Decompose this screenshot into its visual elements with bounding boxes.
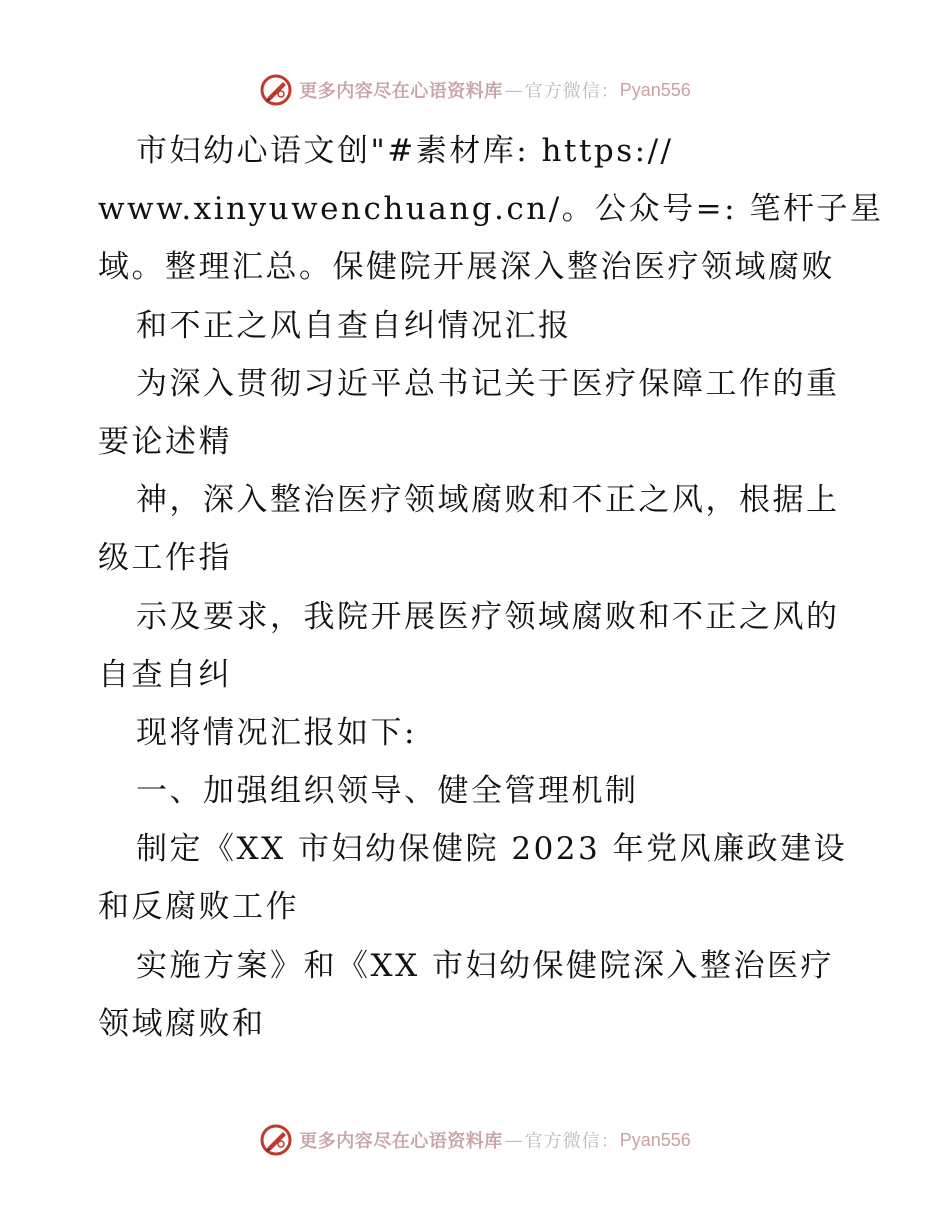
body-line: 要论述精 bbox=[98, 423, 232, 460]
watermark-wechat-label: 官方微信： bbox=[524, 1131, 620, 1152]
body-line: 市妇幼心语文创"#素材库: https:// bbox=[136, 133, 674, 169]
body-line: 示及要求，我院开展医疗领域腐败和不正之风的 bbox=[136, 598, 840, 635]
body-line: 和反腐败工作 bbox=[98, 889, 299, 926]
body-line: www.xinyuwenchuang.cn/。公众号=: 笔杆子星 bbox=[98, 191, 884, 228]
watermark-text: 更多内容尽在心语资料库 bbox=[299, 81, 503, 102]
watermark-wechat-label: 官方微信： bbox=[524, 81, 620, 102]
body-line: 和不正之风自查自纠情况汇报 bbox=[136, 307, 572, 344]
body-line: 实施方案》和《XX 市妇幼保健院深入整治医疗 bbox=[136, 947, 834, 984]
body-line: 现将情况汇报如下: bbox=[136, 714, 417, 751]
document-body bbox=[98, 122, 884, 1053]
body-line: 制定《XX 市妇幼保健院 2023 年党风廉政建设 bbox=[136, 831, 848, 868]
watermark-wechat-id: Pyan556 bbox=[619, 79, 691, 100]
watermark-text: 更多内容尽在心语资料库 bbox=[299, 1131, 503, 1152]
pen-logo-icon bbox=[259, 1123, 293, 1157]
body-line: 级工作指 bbox=[98, 540, 232, 577]
body-line: 神，深入整治医疗领域腐败和不正之风，根据上 bbox=[136, 482, 840, 519]
body-line: 领域腐败和 bbox=[98, 1005, 266, 1042]
watermark-wechat-id: Pyan556 bbox=[619, 1129, 691, 1150]
body-line: 域。整理汇总。保健院开展深入整治医疗领域腐败 bbox=[98, 249, 835, 286]
watermark-dash: — bbox=[504, 1129, 523, 1151]
watermark-dash: — bbox=[504, 79, 523, 101]
pen-logo-icon bbox=[259, 73, 293, 107]
section-heading: 一、加强组织领导、健全管理机制 bbox=[136, 773, 639, 810]
header-watermark bbox=[0, 70, 950, 110]
body-line: 为深入贯彻习近平总书记关于医疗保障工作的重 bbox=[136, 365, 840, 402]
footer-watermark bbox=[0, 1120, 950, 1160]
body-line: 自查自纠 bbox=[98, 656, 232, 693]
